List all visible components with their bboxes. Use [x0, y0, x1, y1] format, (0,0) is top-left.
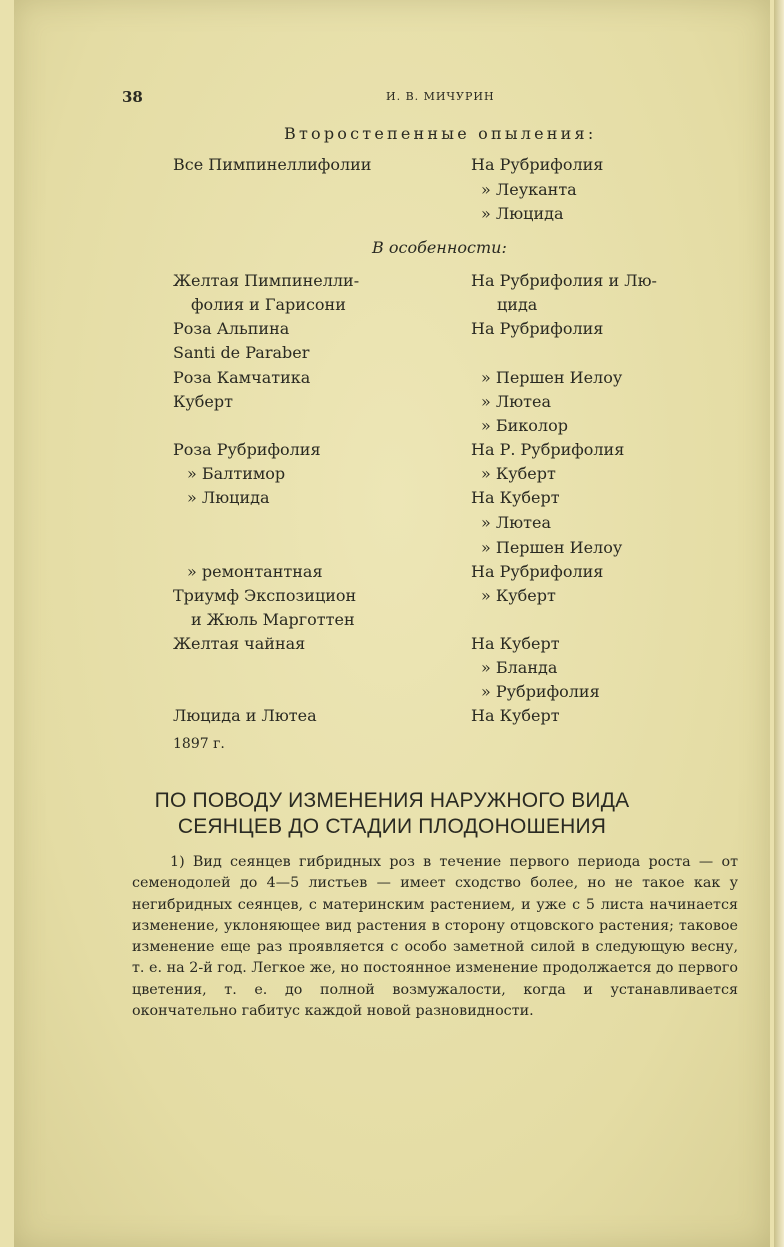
year: 1897 г. [173, 736, 225, 752]
special-right: На Куберт [471, 706, 560, 725]
special-left: Роза Рубрифолия [173, 440, 321, 459]
special-right: На Рубрифолия [471, 562, 604, 581]
page-paper [14, 0, 770, 1247]
special-title: В особенности: [372, 238, 507, 257]
special-left: Роза Камчатика [173, 368, 311, 387]
general-right: » Люцида [481, 204, 564, 223]
body-paragraph: 1) Вид сеянцев гибридных роз в течение первого периода роста — от семенодолей до 4—5 листьев — имеет сходство более, но не такое как у негибридных сеянцев, с материнским растением, и уже с 5 листа начинается изменение, уклоняющее вид растения в сторону отцовского растения; таковое изменение еще раз проявляется с особо заметной силой в следующую весну, т. е. на 2-й год. Легкое же, но постоянное изменение продолжается до первого цветения, т. е. до полной возмужалости, когда и устанавливается окончательно габитус каждой новой разновидности. [132, 854, 738, 1020]
running-head: И. В. МИЧУРИН [386, 90, 495, 103]
special-right: » Бланда [481, 658, 558, 677]
special-left: и Жюль Марготтен [191, 610, 355, 629]
secondary-pollinations-title: Второстепенные опыления: [284, 124, 597, 143]
special-right: » Лютеа [481, 392, 552, 411]
special-right: » Куберт [481, 464, 556, 483]
general-right: » Леуканта [481, 180, 577, 199]
special-left: Santi de Paraber [173, 343, 310, 362]
special-left: фолия и Гарисони [191, 295, 346, 314]
article-title-line-2: СЕЯНЦЕВ ДО СТАДИИ ПЛОДОНОШЕНИЯ [177, 815, 607, 838]
special-right: На Р. Рубрифолия [471, 440, 625, 459]
special-right: цида [497, 295, 538, 314]
special-right: » Биколор [481, 416, 568, 435]
special-left: » Балтимор [187, 464, 286, 483]
special-left: Роза Альпина [173, 319, 290, 338]
page-edge [774, 0, 784, 1247]
special-left: » Люцида [187, 488, 270, 507]
special-right: На Рубрифолия [471, 319, 604, 338]
special-right: » Першен Иелоу [481, 368, 623, 387]
page-number: 38 [122, 88, 143, 106]
special-left: » ремонтантная [187, 562, 323, 581]
special-right: На Рубрифолия и Лю- [471, 271, 657, 290]
article-title-line-1: ПО ПОВОДУ ИЗМЕНЕНИЯ НАРУЖНОГО ВИДА [154, 789, 630, 812]
special-right: » Рубрифолия [481, 682, 600, 701]
special-left: Желтая Пимпинелли- [173, 271, 360, 290]
special-left: Триумф Экспозицион [173, 586, 357, 605]
special-right: На Куберт [471, 488, 560, 507]
general-left: Все Пимпинеллифолии [173, 155, 372, 174]
special-right: » Куберт [481, 586, 556, 605]
special-left: Куберт [173, 392, 233, 411]
special-left: Желтая чайная [173, 634, 306, 653]
special-right: » Лютеа [481, 513, 552, 532]
special-left: Люцида и Лютеа [173, 706, 317, 725]
general-right: На Рубрифолия [471, 155, 604, 174]
special-right: » Першен Иелоу [481, 538, 623, 557]
special-right: На Куберт [471, 634, 560, 653]
